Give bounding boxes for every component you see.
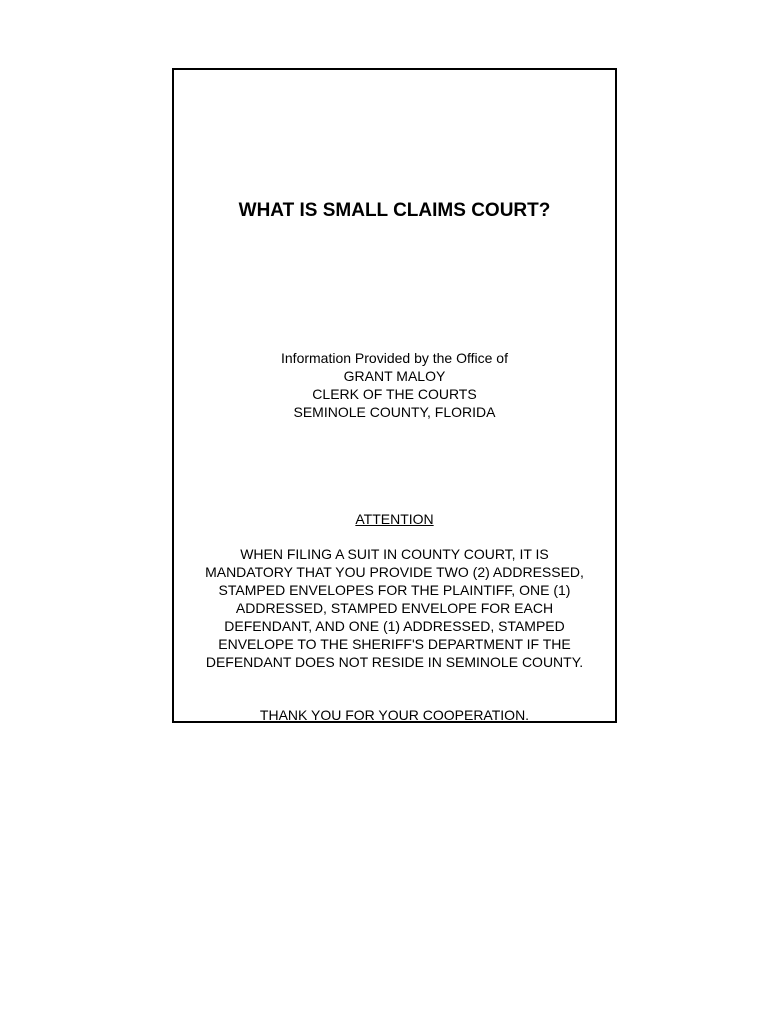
thank-you-line: THANK YOU FOR YOUR COOPERATION. [259, 707, 530, 723]
attention-heading: ATTENTION [355, 511, 434, 527]
notice-line: STAMPED ENVELOPES FOR THE PLAINTIFF, ONE (1) [218, 582, 571, 598]
notice-line: WHEN FILING A SUIT IN COUNTY COURT, IT IS [240, 546, 549, 562]
info-line-name: GRANT MALOY [343, 368, 446, 384]
info-line-office: CLERK OF THE COURTS [312, 386, 477, 402]
notice-line: DEFENDANT DOES NOT RESIDE IN SEMINOLE COUNTY. [205, 654, 584, 670]
page-title: WHAT IS SMALL CLAIMS COURT? [238, 200, 551, 221]
notice-paragraph [174, 545, 615, 671]
info-line-provided-by: Information Provided by the Office of [281, 350, 508, 366]
info-block [174, 349, 615, 421]
notice-line: ENVELOPE TO THE SHERIFF'S DEPARTMENT IF THE [218, 636, 571, 652]
info-line-county: SEMINOLE COUNTY, FLORIDA [293, 404, 496, 420]
document-border [172, 68, 617, 723]
notice-line: ADDRESSED, STAMPED ENVELOPE FOR EACH [235, 600, 554, 616]
notice-line: DEFENDANT, AND ONE (1) ADDRESSED, STAMPED [224, 618, 565, 634]
notice-line: MANDATORY THAT YOU PROVIDE TWO (2) ADDRESSED, [205, 564, 584, 580]
